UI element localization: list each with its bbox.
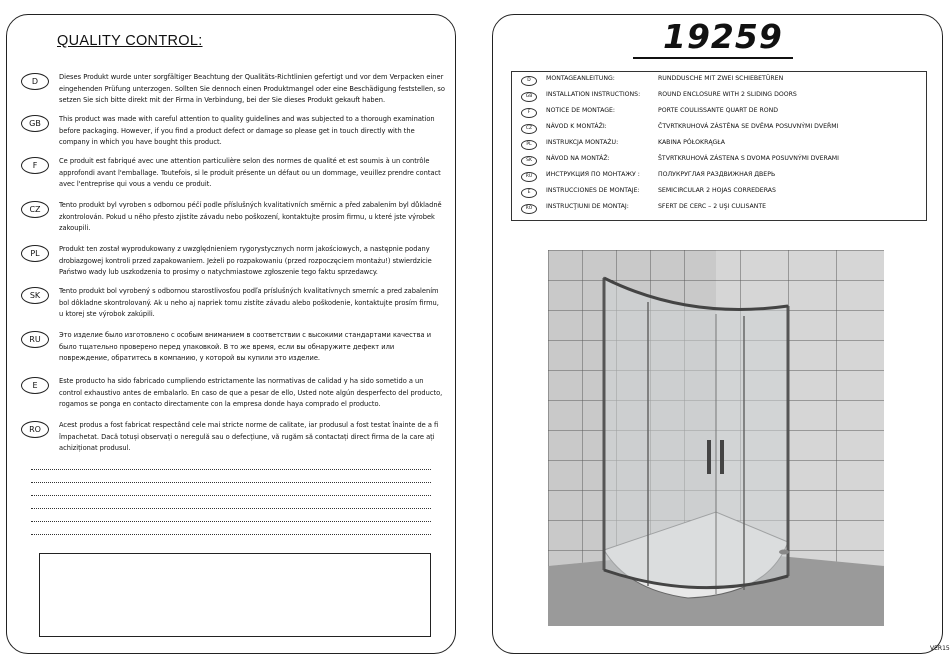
version-label: VER15 bbox=[930, 645, 950, 652]
model-number: 19259 bbox=[663, 17, 783, 56]
instruction-label: INSTRUCŢIUNI DE MONTAJ: bbox=[546, 203, 629, 210]
instruction-value: ПОЛУКРУГЛАЯ РАЗДВИЖНАЯ ДВЕРЬ bbox=[658, 171, 776, 178]
instruction-row bbox=[512, 185, 926, 201]
instruction-row bbox=[512, 201, 926, 217]
instruction-label: INSTRUCCIONES DE MONTAJE: bbox=[546, 187, 640, 194]
quality-control-title: QUALITY CONTROL: bbox=[57, 33, 203, 49]
instruction-value: PORTE COULISSANTE QUART DE ROND bbox=[658, 107, 779, 114]
language-badge: PL bbox=[21, 245, 49, 262]
language-badge: CZ bbox=[21, 201, 49, 218]
language-badge: SK bbox=[21, 287, 49, 304]
qc-text: Acest produs a fost fabricat respectând cele mai stricte norme de calitate, iar produsul a fost testat înainte de a fi împachetat. Dacă totuși observați o neregulă sau o defecțiune, vă rugăm să contactați direct firma de la care ați achiziționat produsul. bbox=[59, 420, 439, 452]
instruction-value: SFERT DE CERC – 2 UŞI CULISANTE bbox=[658, 203, 767, 210]
drain bbox=[779, 550, 789, 555]
language-badge: GB bbox=[521, 92, 537, 102]
instruction-value: RUNDDUSCHE MIT ZWEI SCHIEBETÜREN bbox=[658, 75, 784, 82]
instruction-value: SEMICIRCULAR 2 HOJAS CORREDERAS bbox=[658, 187, 776, 194]
instruction-row bbox=[512, 153, 926, 169]
instructions-table bbox=[511, 71, 927, 221]
instruction-value: KABINA PÓŁOKRĄGŁA bbox=[658, 139, 726, 146]
model-underline bbox=[633, 57, 793, 59]
instruction-label: NOTICE DE MONTAGE: bbox=[546, 107, 615, 114]
instruction-row bbox=[512, 105, 926, 121]
instruction-value: ČTVRTKRUHOVÁ ZÁSTĚNA SE DVĚMA POSUVNÝMI DVEŘMI bbox=[658, 123, 839, 130]
language-badge: CZ bbox=[521, 124, 537, 134]
language-badge: RO bbox=[21, 421, 49, 438]
instruction-label: ИНСТРУКЦИЯ ПО МОНТАЖУ : bbox=[546, 171, 640, 178]
dotted-line bbox=[31, 495, 431, 497]
language-badge: F bbox=[21, 157, 49, 174]
qc-text: Tento produkt bol vyrobený s odbornou starostlivosťou podľa príslušných kvalitatívnych smerníc a pred zabalením bol dôkladne skontrolovaný. Ak u neho aj napriek tomu zistíte závadu alebo poškodenie, kontaktujte prosím firmu, u ktorej ste výrobok zakúpili. bbox=[59, 286, 439, 318]
instruction-label: NÁVOD K MONTÁŽI: bbox=[546, 123, 607, 130]
qc-text: Tento produkt byl vyroben s odbornou péčí podle příslušných kvalitativních směrnic a před zabalením byl důkladně zkontrolován. Pokud u něho přesto zjistíte závadu nebo poškození, kontaktujte prosím firmu, u které jste výrobek zakoupili. bbox=[59, 200, 442, 232]
door-handle-right bbox=[720, 440, 724, 474]
qc-text: This product was made with careful attention to quality guidelines and was subjected to a thorough examination before packaging. However, if you find a product defect or damage so please get in touch directly with the company in which you have bought this product. bbox=[59, 114, 435, 146]
qc-text: Este producto ha sido fabricado cumpliendo estrictamente las normativas de calidad y ha sido sometido a un control exhaustivo antes de embalarlo. En caso de que a pesar de ello, Usted note algún desperfecto del producto, rogamos se ponga en contacto directamente con la empresa donde haya comprado el producto. bbox=[59, 376, 443, 408]
instruction-row bbox=[512, 121, 926, 137]
dotted-line bbox=[31, 534, 431, 536]
qc-text: Это изделие было изготовлено с особым вниманием в соответствии с высокими стандартами качества и было тщательно проверено перед упаковкой. В то же время, если вы обнаружите дефект или повреждение, обратитесь в компанию, у которой вы купили это изделие. bbox=[59, 330, 432, 362]
language-badge: E bbox=[521, 188, 537, 198]
qc-text: Dieses Produkt wurde unter sorgfältiger Beachtung der Qualitäts-Richtlinien gefertigt und vor dem Verpacken einer eingehenden Prüfung unterzogen. Sollten Sie dennoch einen Produktmangel oder eine Beschädigung feststellen, so setzen Sie sich bitte direkt mit der Firma in Verbindung, bei der Sie dieses Produkt gekauft haben. bbox=[59, 72, 445, 104]
language-badge: D bbox=[21, 73, 49, 90]
glass-enclosure bbox=[604, 278, 788, 588]
door-handle-left bbox=[707, 440, 711, 474]
language-badge: RU bbox=[521, 172, 537, 182]
language-badge: RO bbox=[521, 204, 537, 214]
instruction-label: INSTALLATION INSTRUCTIONS: bbox=[546, 91, 641, 98]
instruction-label: MONTAGEANLEITUNG: bbox=[546, 75, 615, 82]
language-badge: RU bbox=[21, 331, 49, 348]
language-badge: SK bbox=[521, 156, 537, 166]
shower-enclosure-illustration bbox=[548, 250, 884, 626]
dotted-line bbox=[31, 482, 431, 484]
language-badge: GB bbox=[21, 115, 49, 132]
instruction-row bbox=[512, 89, 926, 105]
qc-text: Ce produit est fabriqué avec une attention particulière selon des normes de qualité et est soumis à un contrôle approfondi avant l'emballage. Toutefois, si le produit présente un défaut ou un dommage, veuillez prendre contact avec l'entreprise qui vous a vendu ce produit. bbox=[59, 156, 441, 188]
instruction-row bbox=[512, 169, 926, 185]
language-badge: E bbox=[21, 377, 49, 394]
instruction-label: NÁVOD NA MONTÁŽ: bbox=[546, 155, 610, 162]
quality-control-page bbox=[6, 14, 456, 654]
language-badge: D bbox=[521, 76, 537, 86]
instruction-value: ROUND ENCLOSURE WITH 2 SLIDING DOORS bbox=[658, 91, 797, 98]
dotted-line bbox=[31, 469, 431, 471]
instruction-value: ŠTVRTKRUHOVÁ ZÁSTENA S DVOMA POSUVNÝMI DVERAMI bbox=[658, 155, 839, 162]
qc-text: Produkt ten został wyprodukowany z uwzględnieniem rygorystycznych norm jakościowych, a następnie podany drobiazgowej kontroli przed zapakowaniem. Jeżeli po rozpakowaniu (przed rozpoczęciem montażu!) stwierdzicie Państwo wady lub uszkodzenia to prosimy o natychmiastowe zgłoszenie tego faktu sprzedawcy. bbox=[59, 244, 432, 276]
instruction-row bbox=[512, 137, 926, 153]
dotted-line bbox=[31, 521, 431, 523]
language-badge: PL bbox=[521, 140, 537, 150]
inspection-stamp-box bbox=[39, 553, 431, 637]
language-badge: F bbox=[521, 108, 537, 118]
instruction-label: INSTRUKCJA MONTAŻU: bbox=[546, 139, 619, 146]
dotted-line bbox=[31, 508, 431, 510]
instruction-row bbox=[512, 73, 926, 89]
